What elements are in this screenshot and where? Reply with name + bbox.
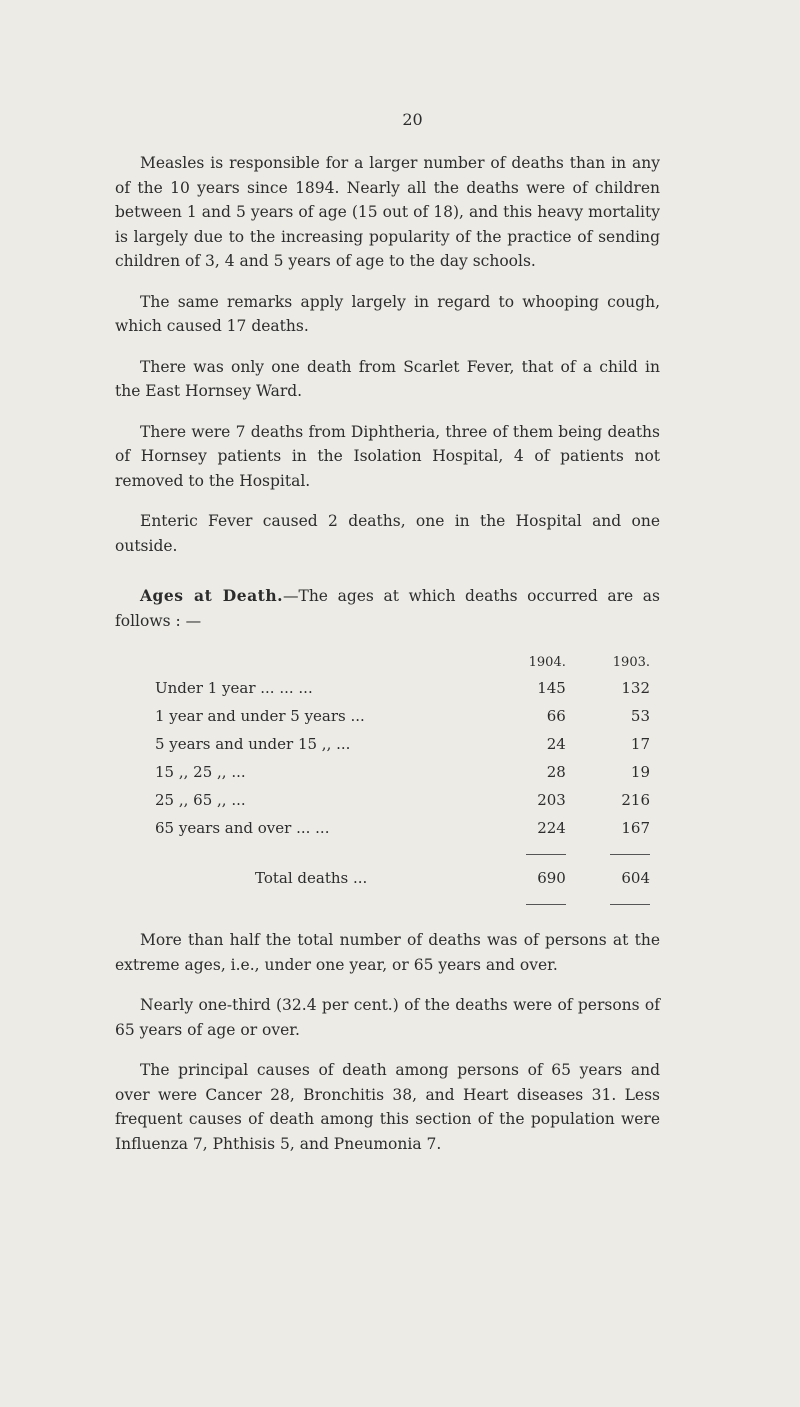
paragraph-enteric-fever: Enteric Fever caused 2 deaths, one in the Hospital and one outside. [115,512,660,555]
value-1904: 24 [546,735,566,753]
table-row [115,786,660,814]
ages-at-death-table [115,649,660,914]
row-label: 65 years and over ... ... [155,819,330,837]
paragraph-scarlet-fever: There was only one death from Scarlet Fever, that of a child in the East Hornsey Ward. [115,357,660,400]
value-1903: 53 [630,707,650,725]
column-header-1903: 1903. [612,655,650,670]
table-row [115,730,660,758]
section-intro-text: —The ages at which deaths occurred are as follows : — [115,587,660,630]
total-row [115,864,660,892]
value-1904: 28 [546,763,566,781]
value-1903: 167 [621,819,650,837]
total-1904: 690 [537,869,566,887]
table-row [115,758,660,786]
value-1904: 66 [546,707,566,725]
total-rule-row [115,892,660,914]
document-page [115,110,660,1172]
row-label: 15 ,, 25 ,, ... [155,763,246,781]
paragraph-one-third: Nearly one-third (32.4 per cent.) of the deaths were of persons of 65 years of age or over. [115,996,660,1039]
paragraph-measles: Measles is responsible for a larger number of deaths than in any of the 10 years since 1894. Nearly all the deaths were of children between 1 and 5 years of age (15 out of 18), and this heavy mortality is largely due to the increasing popularity of the practice of sending children of 3, 4 and 5 years of age to the day schools. [115,154,660,270]
section-heading: Ages at Death. [140,586,283,605]
ages-at-death-intro [115,584,660,633]
total-1903: 604 [621,869,650,887]
column-header-1904: 1904. [528,655,566,670]
table-row [115,814,660,842]
total-rule [526,904,566,905]
sum-rule-row [115,842,660,864]
row-label: 1 year and under 5 years ... [155,707,365,725]
value-1904: 203 [537,791,566,809]
total-rule [610,904,650,905]
value-1903: 132 [621,679,650,697]
table-header-row [115,649,660,674]
conclusions [115,928,660,1156]
sum-rule [526,854,566,855]
page-number: 20 [402,110,423,129]
total-label: Total deaths ... [255,869,368,887]
paragraph-extreme-ages: More than half the total number of deaths was of persons at the extreme ages, i.e., under one year, or 65 years and over. [115,931,660,974]
row-label: 5 years and under 15 ,, ... [155,735,351,753]
sum-rule [610,854,650,855]
row-label: Under 1 year ... ... ... [155,679,313,697]
value-1904: 145 [537,679,566,697]
paragraph-whooping-cough: The same remarks apply largely in regard to whooping cough, which caused 17 deaths. [115,292,660,335]
table-row [115,702,660,730]
paragraph-diphtheria: There were 7 deaths from Diphtheria, three of them being deaths of Hornsey patients in the Isolation Hospital, 4 of patients not removed to the Hospital. [115,422,660,490]
value-1903: 216 [621,791,650,809]
paragraph-principal-causes: The principal causes of death among persons of 65 years and over were Cancer 28, Bronchitis 38, and Heart diseases 31. Less frequent causes of death among this section of the population were Influenza 7, Phthisis 5, and Pneumonia 7. [115,1061,660,1153]
value-1904: 224 [537,819,566,837]
table-row [115,674,660,702]
value-1903: 17 [630,735,650,753]
value-1903: 19 [630,763,650,781]
row-label: 25 ,, 65 ,, ... [155,791,246,809]
